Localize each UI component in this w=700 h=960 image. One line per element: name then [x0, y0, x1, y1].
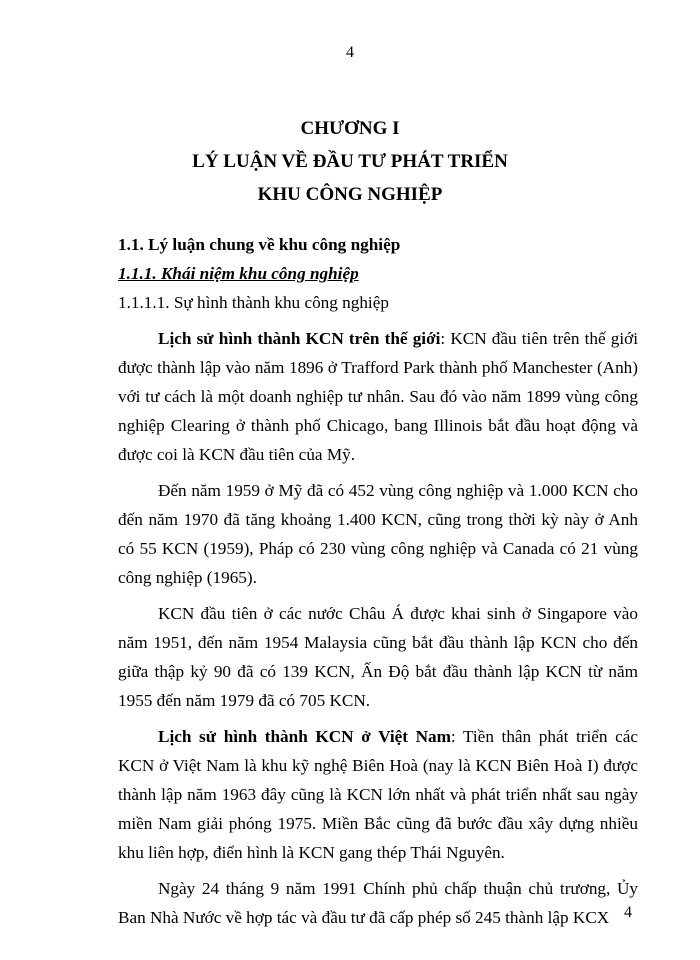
paragraph-text: : Tiền thân phát triển các KCN ở Việt Nam là khu kỹ nghệ Biên Hoà (nay là KCN Biên Hoà I) được thành lập năm 1963 đây cũng là KCN lớn nhất và phát triển nhất sau ngày miền Nam giải phóng 1975. Miền Bắc cũng đã bước đầu xây dựng nhiều khu liên hợp, điển hình là KCN gang thép Thái Nguyên.: [118, 727, 639, 862]
page-number-top: 4: [346, 44, 354, 61]
paragraph-text: KCN đầu tiên ở các nước Châu Á được khai sinh ở Singapore vào năm 1951, đến năm 1954 Malaysia cũng bắt đầu thành lập KCN cho đến giữa thập kỷ 90 đã có 139 KCN, Ấn Độ bắt đầu thành lập KCN từ năm 1955 đến năm 1979 đã có 705 KCN.: [118, 604, 638, 710]
paragraph-text: Đến năm 1959 ở Mỹ đã có 452 vùng công nghiệp và 1.000 KCN cho đến năm 1970 đã tăng khoảng 1.400 KCN, cũng trong thời kỳ này ở Anh có 55 KCN (1959), Pháp có 230 vùng công nghiệp và Canada có 21 vùng công nghiệp (1965).: [118, 481, 638, 587]
chapter-title-line-2: KHU CÔNG NGHIỆP: [257, 184, 443, 205]
paragraph-vietnam-history: [118, 722, 638, 867]
section-heading-1-1-1-1: 1.1.1.1. Sự hình thành khu công nghiệp: [118, 293, 389, 312]
chapter-title-line-1: LÝ LUẬN VỀ ĐẦU TƯ PHÁT TRIỂN: [192, 151, 508, 172]
paragraph-1991: [118, 874, 638, 932]
paragraph-asia: [118, 599, 638, 715]
chapter-label: CHƯƠNG I: [300, 118, 400, 139]
paragraph-text: Ngày 24 tháng 9 năm 1991 Chính phủ chấp thuận chủ trương, Ủy Ban Nhà Nước về hợp tác và đầu tư đã cấp phép số 245 thành lập KCX: [118, 879, 638, 927]
document-body: [118, 230, 638, 932]
paragraph-lead: Lịch sử hình thành KCN ở Việt Nam: [158, 727, 451, 746]
chapter-heading: [0, 112, 700, 211]
section-heading-1-1: 1.1. Lý luận chung về khu công nghiệp: [118, 235, 401, 254]
paragraph-text: : KCN đầu tiên trên thế giới được thành lập vào năm 1896 ở Trafford Park thành phố Manchester (Anh) với tư cách là một doanh nghiệp tư nhân. Sau đó vào năm 1899 vùng công nghiệp Clearing ở thành phố Chicago, bang Illinois bắt đầu hoạt động và được coi là KCN đầu tiên của Mỹ.: [118, 329, 638, 464]
page-number-bottom: 4: [624, 904, 632, 921]
paragraph-usa-uk: [118, 476, 638, 592]
paragraph-lead: Lịch sử hình thành KCN trên thế giới: [158, 329, 441, 348]
section-heading-1-1-1: 1.1.1. Khái niệm khu công nghiệp: [118, 264, 359, 283]
paragraph-world-history: [118, 324, 638, 469]
